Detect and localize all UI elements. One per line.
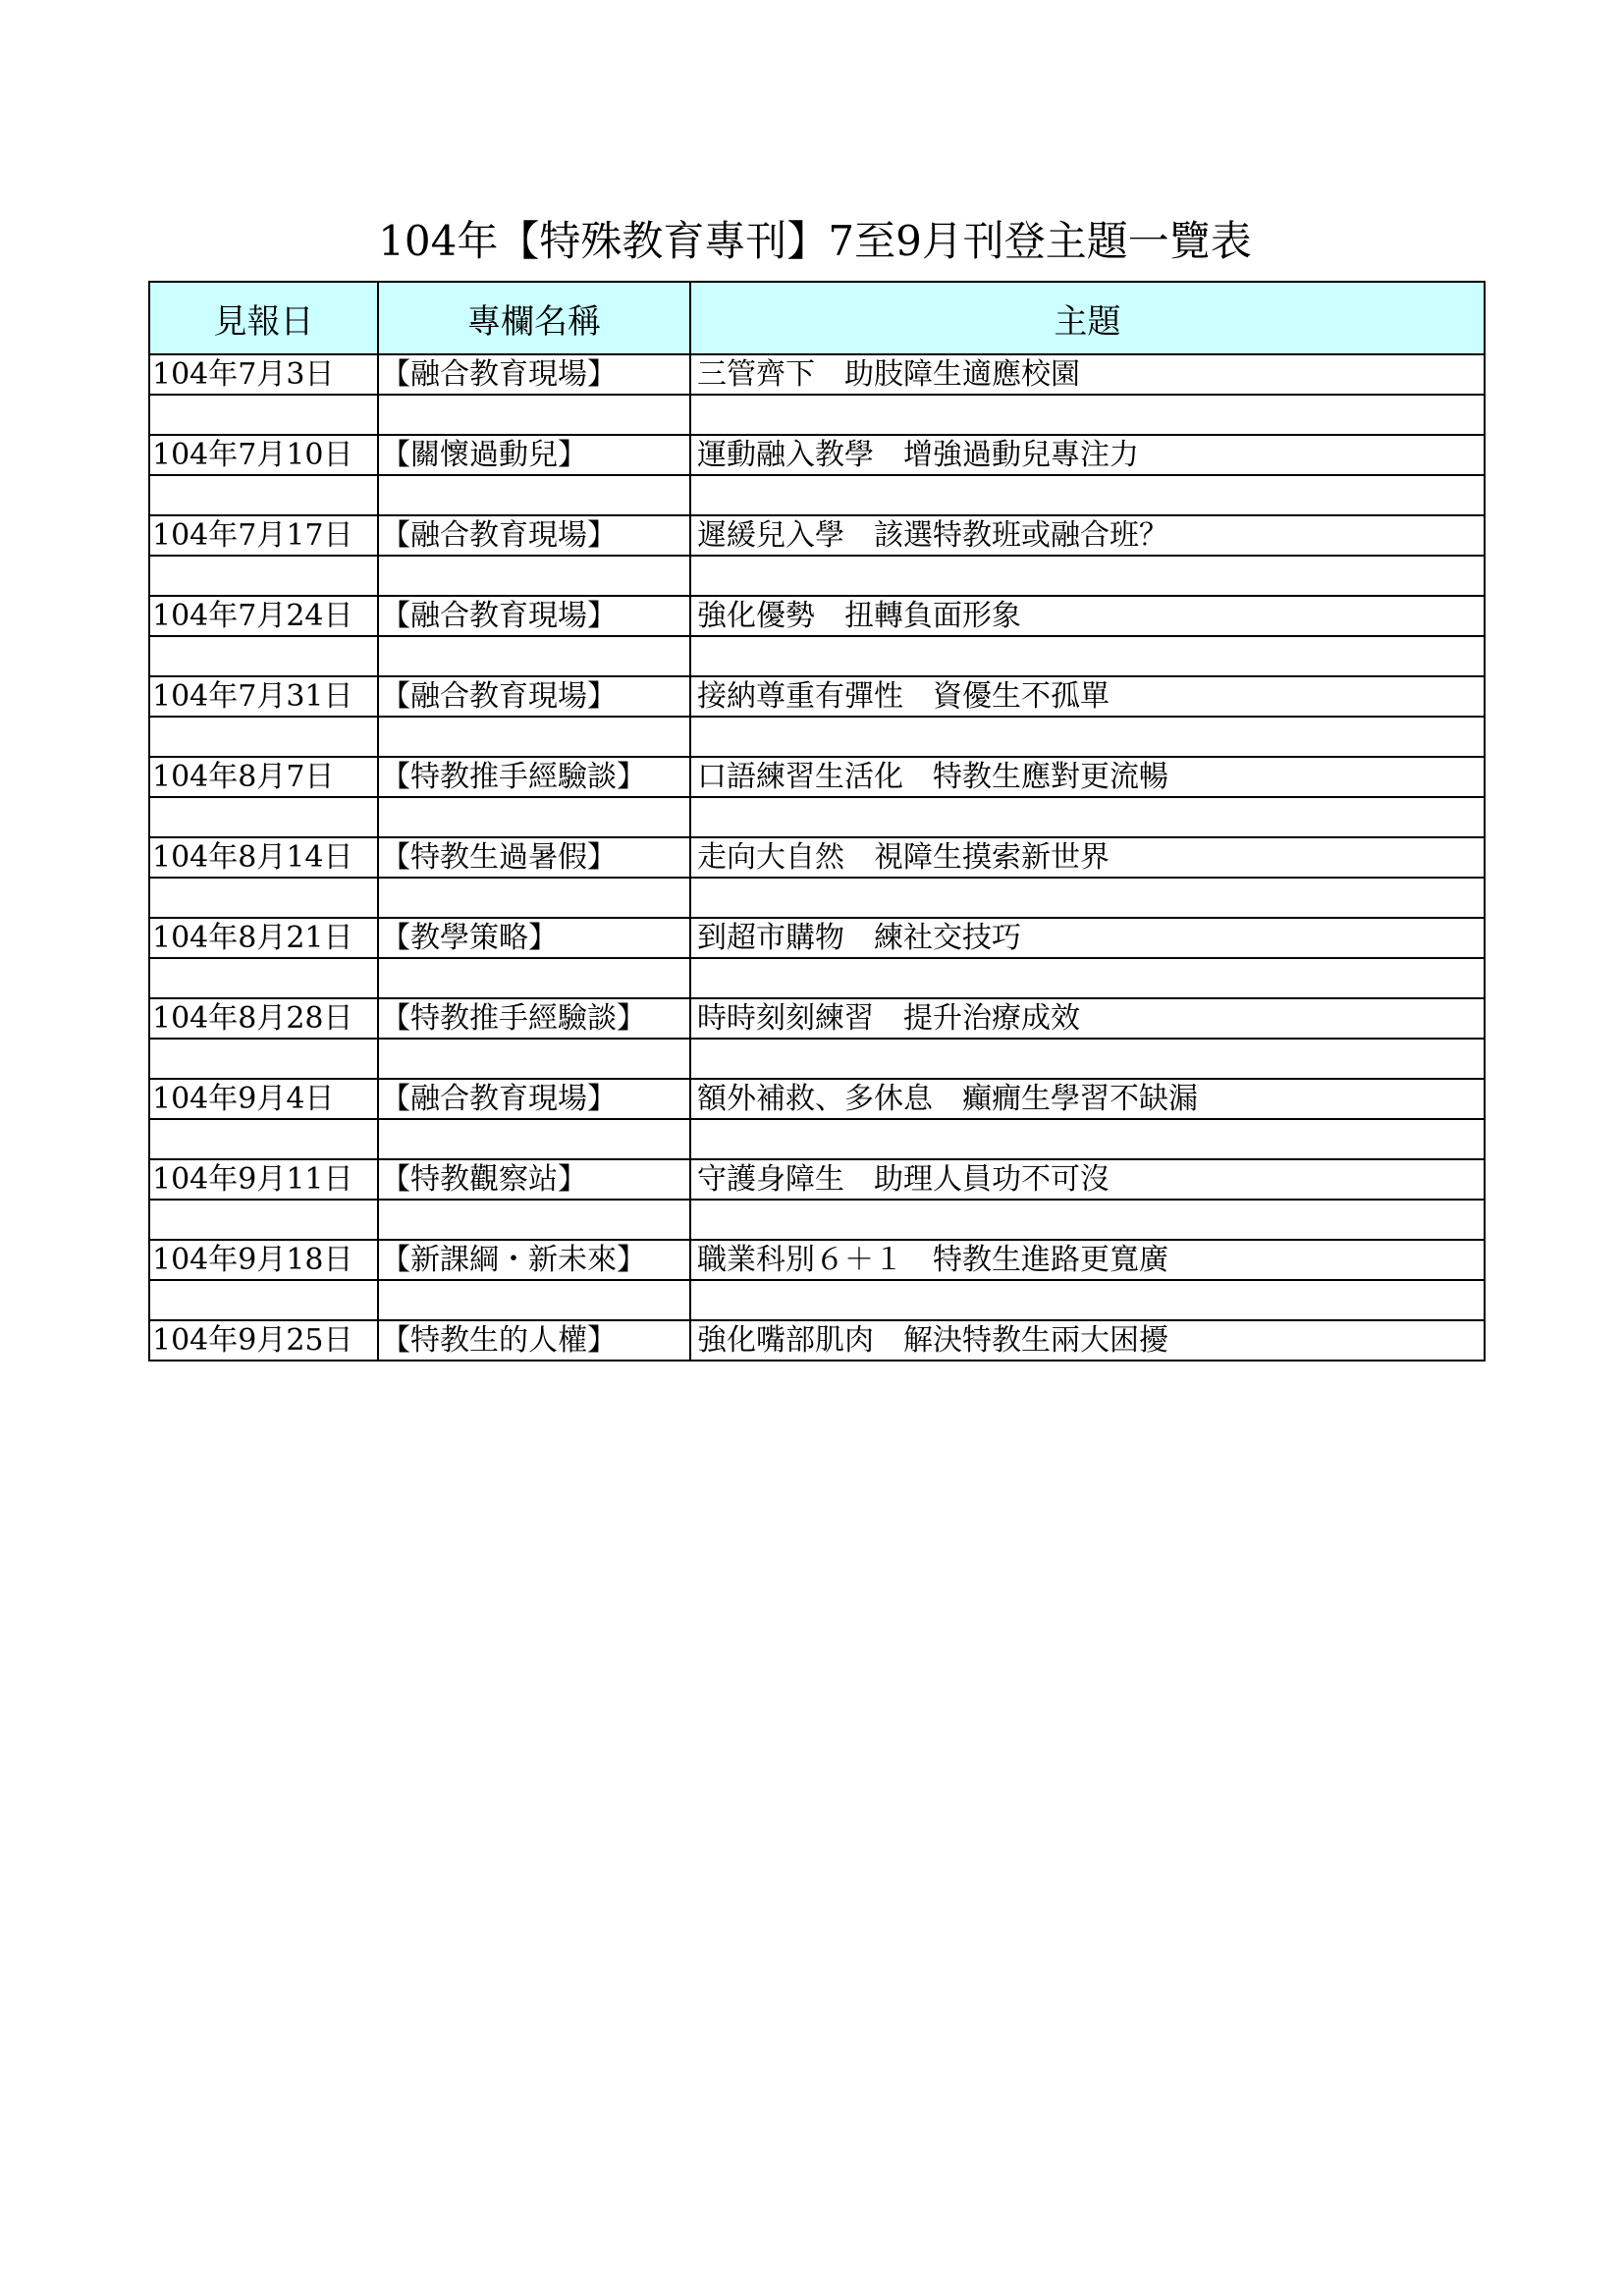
column-name-cell: 【特教生過暑假】: [378, 837, 690, 878]
topic-cell: 三管齊下 助肢障生適應校園: [690, 354, 1485, 395]
empty-cell: [149, 1280, 378, 1320]
topic-cell: 職業科別６＋１ 特教生進路更寬廣: [690, 1240, 1485, 1280]
spacer-row: [149, 1039, 1485, 1079]
column-name-cell: 【教學策略】: [378, 918, 690, 958]
topic-cell: 強化優勢 扭轉負面形象: [690, 596, 1485, 636]
date-cell: 104年9月11日: [149, 1159, 378, 1200]
empty-cell: [378, 878, 690, 918]
empty-cell: [378, 1039, 690, 1079]
column-name-cell: 【新課綱・新未來】: [378, 1240, 690, 1280]
empty-cell: [149, 1039, 378, 1079]
column-name-cell: 【特教推手經驗談】: [378, 998, 690, 1039]
date-cell: 104年9月18日: [149, 1240, 378, 1280]
empty-cell: [378, 636, 690, 676]
spacer-row: [149, 958, 1485, 998]
table-row: [149, 1079, 1485, 1119]
date-cell: 104年9月4日: [149, 1079, 378, 1119]
table-row: [149, 435, 1485, 475]
table-row: [149, 515, 1485, 556]
empty-cell: [690, 556, 1485, 596]
table-row: [149, 837, 1485, 878]
table-row: [149, 596, 1485, 636]
empty-cell: [378, 958, 690, 998]
table-row: [149, 998, 1485, 1039]
spacer-row: [149, 1119, 1485, 1159]
empty-cell: [378, 475, 690, 515]
table-row: [149, 918, 1485, 958]
topic-cell: 時時刻刻練習 提升治療成效: [690, 998, 1485, 1039]
column-name-cell: 【融合教育現場】: [378, 354, 690, 395]
table-row: [149, 757, 1485, 797]
date-cell: 104年8月21日: [149, 918, 378, 958]
table-row: [149, 676, 1485, 717]
empty-cell: [690, 475, 1485, 515]
empty-cell: [378, 717, 690, 757]
topic-cell: 強化嘴部肌肉 解決特教生兩大困擾: [690, 1320, 1485, 1361]
empty-cell: [149, 958, 378, 998]
empty-cell: [378, 1119, 690, 1159]
empty-cell: [149, 1119, 378, 1159]
date-cell: 104年7月3日: [149, 354, 378, 395]
empty-cell: [149, 395, 378, 435]
empty-cell: [690, 878, 1485, 918]
empty-cell: [690, 797, 1485, 837]
topic-cell: 遲緩兒入學 該選特教班或融合班？: [690, 515, 1485, 556]
column-name-cell: 【融合教育現場】: [378, 676, 690, 717]
date-cell: 104年8月28日: [149, 998, 378, 1039]
column-name-cell: 【融合教育現場】: [378, 1079, 690, 1119]
header-column-name: 專欄名稱: [378, 282, 690, 354]
column-name-cell: 【特教生的人權】: [378, 1320, 690, 1361]
topic-cell: 到超市購物 練社交技巧: [690, 918, 1485, 958]
header-topic: 主題: [690, 282, 1485, 354]
spacer-row: [149, 1200, 1485, 1240]
topic-cell: 口語練習生活化 特教生應對更流暢: [690, 757, 1485, 797]
empty-cell: [149, 636, 378, 676]
spacer-row: [149, 475, 1485, 515]
empty-cell: [378, 1200, 690, 1240]
date-cell: 104年9月25日: [149, 1320, 378, 1361]
column-name-cell: 【關懷過動兒】: [378, 435, 690, 475]
date-cell: 104年7月31日: [149, 676, 378, 717]
empty-cell: [378, 556, 690, 596]
empty-cell: [378, 395, 690, 435]
empty-cell: [690, 958, 1485, 998]
empty-cell: [149, 1200, 378, 1240]
empty-cell: [690, 1200, 1485, 1240]
date-cell: 104年8月14日: [149, 837, 378, 878]
table-row: [149, 354, 1485, 395]
date-cell: 104年7月17日: [149, 515, 378, 556]
empty-cell: [149, 717, 378, 757]
date-cell: 104年7月24日: [149, 596, 378, 636]
empty-cell: [690, 717, 1485, 757]
topic-cell: 接納尊重有彈性 資優生不孤單: [690, 676, 1485, 717]
spacer-row: [149, 556, 1485, 596]
empty-cell: [149, 797, 378, 837]
empty-cell: [149, 878, 378, 918]
topic-cell: 走向大自然 視障生摸索新世界: [690, 837, 1485, 878]
topic-cell: 額外補救、多休息 癲癇生學習不缺漏: [690, 1079, 1485, 1119]
column-name-cell: 【特教推手經驗談】: [378, 757, 690, 797]
spacer-row: [149, 717, 1485, 757]
column-name-cell: 【融合教育現場】: [378, 596, 690, 636]
date-cell: 104年7月10日: [149, 435, 378, 475]
topic-cell: 守護身障生 助理人員功不可沒: [690, 1159, 1485, 1200]
topic-cell: 運動融入教學 增強過動兒專注力: [690, 435, 1485, 475]
spacer-row: [149, 797, 1485, 837]
table-row: [149, 1320, 1485, 1361]
header-date: 見報日: [149, 282, 378, 354]
empty-cell: [690, 395, 1485, 435]
empty-cell: [378, 797, 690, 837]
empty-cell: [149, 475, 378, 515]
spacer-row: [149, 636, 1485, 676]
schedule-table: [148, 281, 1486, 1362]
spacer-row: [149, 878, 1485, 918]
empty-cell: [690, 1280, 1485, 1320]
table-header-row: [149, 282, 1485, 354]
empty-cell: [149, 556, 378, 596]
column-name-cell: 【融合教育現場】: [378, 515, 690, 556]
empty-cell: [690, 1039, 1485, 1079]
empty-cell: [378, 1280, 690, 1320]
date-cell: 104年8月7日: [149, 757, 378, 797]
table-row: [149, 1159, 1485, 1200]
empty-cell: [690, 1119, 1485, 1159]
column-name-cell: 【特教觀察站】: [378, 1159, 690, 1200]
empty-cell: [690, 636, 1485, 676]
page-title: 104年【特殊教育專刊】7至9月刊登主題一覽表: [378, 217, 1252, 265]
spacer-row: [149, 1280, 1485, 1320]
table-row: [149, 1240, 1485, 1280]
spacer-row: [149, 395, 1485, 435]
